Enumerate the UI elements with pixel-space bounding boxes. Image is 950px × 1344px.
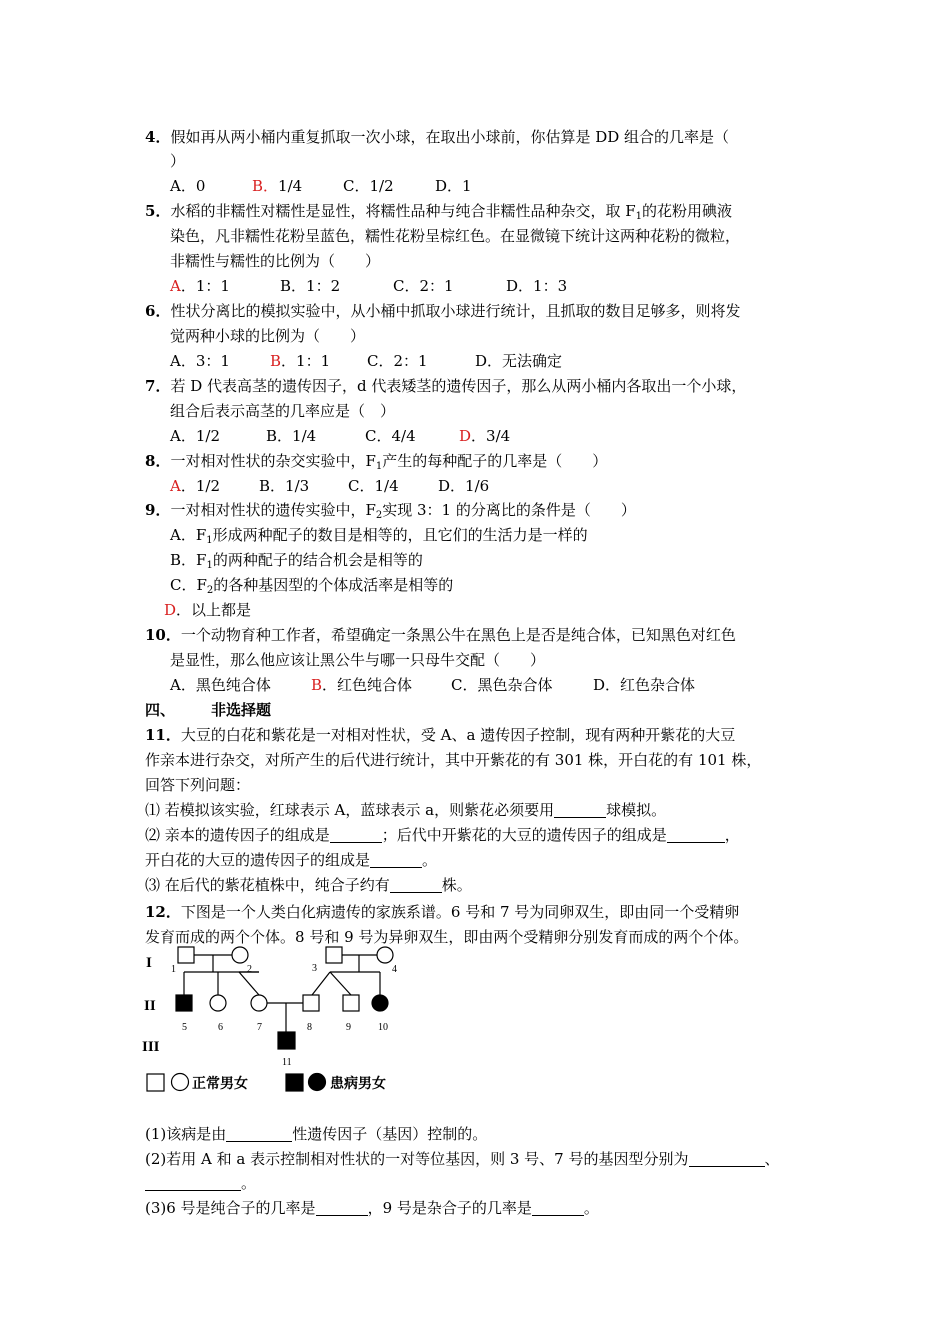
question-8: 8．一对相对性状的杂交实验中，$F_1$产生的每种配子的几率是（ ） (145, 452, 608, 472)
answer-blank[interactable] (689, 1151, 765, 1167)
individual-7-normal-female (251, 995, 267, 1011)
question-number: 4 (145, 128, 156, 146)
question-4-options (170, 176, 472, 196)
question-12-part2: (2)若用 A 和 a 表示控制相对性状的一对等位基因，则 3 号、7 号的基因型分别为 、 (145, 1150, 780, 1168)
option-b-answer[interactable]: B．1：1 (270, 352, 331, 370)
question-11-part1: ⑴ 若模拟该实验，红球表示 A，蓝球表示 a，则紫花必须要用 球模拟。 (145, 801, 667, 819)
question-4-line2: ） (170, 152, 186, 170)
legend-normal-female (172, 1074, 189, 1091)
answer-blank[interactable] (532, 1200, 584, 1216)
question-text: 假如再从两小桶内重复抓取一次小球，在取出小球前，你估算是 DD 组合的几率是（ (170, 128, 730, 146)
number-7: 7 (257, 1022, 262, 1033)
option-d[interactable]: D．无法确定 (475, 352, 563, 370)
question-11-part2: ⑵ 亲本的遗传因子的组成是 ；后代中开紫花的大豆的遗传因子的组成是 ， (145, 826, 740, 844)
number-4: 4 (392, 964, 397, 975)
pedigree-chart (140, 944, 420, 1100)
option-b[interactable]: B．1/4 (266, 427, 317, 445)
question-12-part2b: 。 (145, 1173, 256, 1193)
option-c[interactable]: C．2：1 (393, 277, 454, 295)
worksheet-page: 4．假如再从两小桶内重复抓取一次小球，在取出小球前，你估算是 DD 组合的几率是（ ） A．0 B．1/4 C．1/2 D．1 5．水稻的非糯性对糯性是显性，将糯性品种与纯合非糯性品种杂交，取 $F_1$的花粉用碘液 染色，凡非糯性花粉呈蓝色，糯性花粉呈棕红色。在显微镜下统计这两种花粉的微粒， 非糯性与糯性的比例为（ ） A．1：1 B．1：2 C．2：1 D．1：3 6．性状分离比的模拟实验中，从小桶中抓取小球进行统计，且抓取的数目足够多，则将发 觉两种小球的比例为（ ） A．3：1 B．1：1 C．2：1 D．无法确定 7．若 D 代表高茎的遗传因子，d 代表矮茎的遗传因子，那么从两小桶内各取出一个小球， 组合后表示高茎的几率应是（ ） A．1/2 B．1/4 C．4/4 D．3/4 8．一对相对性状的杂交实验中，$F_1$产生的每种配子的几率是（ ） A．1/2 B．1/3 C．1/4 D．1/6 9．一对相对性状的遗传实验中，$F_2$实现 3：1 的分离比的条件是（ ） A．$F_1$形成两种配子的数目是相等的，且它们的生活力是一样的 B．$F_1$的两种配子的结合机会是相等的 C．$F_2$的各种基因型的个体成活率是相等的 D．以上都是 10．一个动物育种工作者，希望确定一条黑公牛在黑色上是否是纯合体，已知黑色对红色 是显性，那么他应该让黑公牛与哪一只母牛交配（ ） A．黑色纯合体 B．红色纯合体 C．黑色杂合体 D．红色杂合体 四、 非选择题 11．大豆的白花和紫花是一对相对性状，受 A、a 遗传因子控制，现有两种开紫花的大豆 作亲本进行杂交，对所产生的后代进行统计，其中开紫花的有 301 株，开白花的有 101 株， 回答下列问题： ⑴ 若模拟该实验，红球表示 A，蓝球表示 a，则紫花必须要用 球模拟。 ⑵ 亲本的遗传因子的组成是 ；后代中开紫花的大豆的遗传因子的组成是 ， 开白花的大豆的遗传因子的组成是 。 ⑶ 在后代的紫花植株中，纯合子约有 株。 12．下图是一个人类白化病遗传的家族系谱。6 号和 7 号为同卵双生，即由同一个受精卵 发育而成的两个个体。8 号和 9 号为异卵双生，即由两个受精卵分别发育而成的两个个体。 I II III 1 2 3 4 5 6 7 8 9 10 11 正常男女 患病男女 (1)该病是由 性遗传因子（基因）控制的。 (2)若用 A 和 a 表示控制相对性状的一对等位基因，则 3 号、7 号的基因型分别为 、 。 (3)6 号是纯合子的几率是 ，9 号是杂合子的几率是 。 (142, 128, 780, 1217)
option-c[interactable]: C．4/4 (365, 427, 416, 445)
number-1: 1 (171, 964, 176, 975)
question-8-options (170, 476, 489, 496)
generation-label-I: I (146, 955, 152, 971)
number-8: 8 (307, 1022, 312, 1033)
number-6: 6 (218, 1022, 223, 1033)
option-a[interactable]: A．黑色纯合体 (170, 676, 271, 694)
question-4: 4．假如再从两小桶内重复抓取一次小球，在取出小球前，你估算是 DD 组合的几率是（ (145, 128, 730, 146)
answer-blank[interactable] (316, 1200, 368, 1216)
option-a[interactable]: A．1/2 (170, 427, 220, 445)
option-c[interactable]: C．2：1 (367, 352, 428, 370)
question-9: 9．一对相对性状的遗传实验中，$F_2$实现 3：1 的分离比的条件是（ ） (145, 501, 636, 521)
option-a-answer[interactable]: A．1：1 (170, 277, 230, 295)
question-5-options (170, 276, 567, 296)
legend-normal-male (147, 1074, 164, 1091)
individual-5-affected-male (176, 995, 192, 1011)
individual-8-normal-male (303, 995, 319, 1011)
legend-normal-label: 正常男女 (192, 1076, 248, 1092)
question-11-part3: ⑶ 在后代的紫花植株中，纯合子约有 株。 (145, 876, 472, 894)
legend-affected-male (286, 1074, 303, 1091)
option-d[interactable]: D．1：3 (506, 277, 568, 295)
individual-10-affected-female (372, 995, 388, 1011)
number-3: 3 (312, 963, 317, 974)
question-number: 5 (145, 202, 156, 220)
option-b-answer[interactable]: B．1/4 (252, 177, 303, 195)
option-a[interactable]: A．$F_1$形成两种配子的数目是相等的，且它们的生活力是一样的 (170, 526, 588, 546)
answer-blank[interactable] (226, 1126, 292, 1142)
question-12-part1: (1)该病是由 性遗传因子（基因）控制的。 (145, 1125, 488, 1143)
individual-6-normal-female (210, 995, 226, 1011)
option-a[interactable]: A．3：1 (170, 352, 230, 370)
question-7: 7．若 D 代表高茎的遗传因子，d 代表矮茎的遗传因子，那么从两小桶内各取出一个小球， (145, 377, 747, 395)
individual-2-normal-female (232, 947, 248, 963)
option-d[interactable]: D．1 (435, 177, 472, 195)
number-2: 2 (247, 964, 252, 975)
legend-affected-female (309, 1074, 326, 1091)
option-c[interactable]: C．1/2 (343, 177, 394, 195)
question-11: 11．大豆的白花和紫花是一对相对性状，受 A、a 遗传因子控制，现有两种开紫花的大豆 (145, 726, 736, 744)
question-12: 12．下图是一个人类白化病遗传的家族系谱。6 号和 7 号为同卵双生，即由同一个受精卵 (145, 903, 740, 921)
option-b[interactable]: B．$F_1$的两种配子的结合机会是相等的 (170, 551, 423, 571)
individual-4-normal-female (377, 947, 393, 963)
answer-blank[interactable] (554, 802, 606, 818)
answer-blank[interactable] (667, 827, 725, 843)
question-7-options (170, 426, 510, 446)
individual-9-normal-male (343, 995, 359, 1011)
option-d[interactable]: D．红色杂合体 (593, 676, 696, 694)
option-d[interactable]: D．1/6 (438, 477, 490, 495)
question-10-options (170, 675, 695, 695)
question-6: 6．性状分离比的模拟实验中，从小桶中抓取小球进行统计，且抓取的数目足够多，则将发 (145, 302, 741, 320)
number-10: 10 (378, 1022, 388, 1033)
generation-label-II: II (144, 998, 156, 1014)
option-c[interactable]: C．1/4 (348, 477, 399, 495)
option-c[interactable]: C．$F_2$的各种基因型的个体成活率是相等的 (170, 576, 454, 596)
number-5: 5 (182, 1022, 187, 1033)
question-6-options (170, 351, 562, 371)
answer-blank[interactable] (370, 852, 422, 868)
number-11: 11 (282, 1057, 292, 1068)
legend-affected-label: 患病男女 (330, 1076, 386, 1092)
option-b[interactable]: B．1：2 (280, 277, 341, 295)
option-a-answer[interactable]: A．1/2 (170, 477, 220, 495)
number-9: 9 (346, 1022, 351, 1033)
answer-blank[interactable] (390, 877, 442, 893)
option-d-answer[interactable]: D．3/4 (459, 427, 511, 445)
option-a[interactable]: A．0 (170, 177, 206, 195)
answer-blank[interactable] (145, 1175, 241, 1191)
option-d-answer[interactable]: D．以上都是 (164, 601, 252, 619)
individual-11-affected-male (278, 1032, 295, 1049)
individual-3-normal-male (326, 947, 342, 963)
section-heading: 四、 非选择题 (145, 701, 272, 719)
answer-blank[interactable] (330, 827, 382, 843)
individual-1-normal-male (178, 947, 194, 963)
question-11-part2b: 开白花的大豆的遗传因子的组成是 。 (145, 851, 438, 869)
question-10: 10．一个动物育种工作者，希望确定一条黑公牛在黑色上是否是纯合体，已知黑色对红色 (145, 626, 736, 644)
option-c[interactable]: C．黑色杂合体 (451, 676, 553, 694)
question-12-part3: (3)6 号是纯合子的几率是 ，9 号是杂合子的几率是 。 (145, 1199, 599, 1217)
question-5: 5．水稻的非糯性对糯性是显性，将糯性品种与纯合非糯性品种杂交，取 $F_1$的花粉用碘液 (145, 202, 733, 222)
generation-label-III: III (142, 1039, 160, 1055)
option-b[interactable]: B．1/3 (259, 477, 310, 495)
option-b-answer[interactable]: B．红色纯合体 (311, 676, 413, 694)
